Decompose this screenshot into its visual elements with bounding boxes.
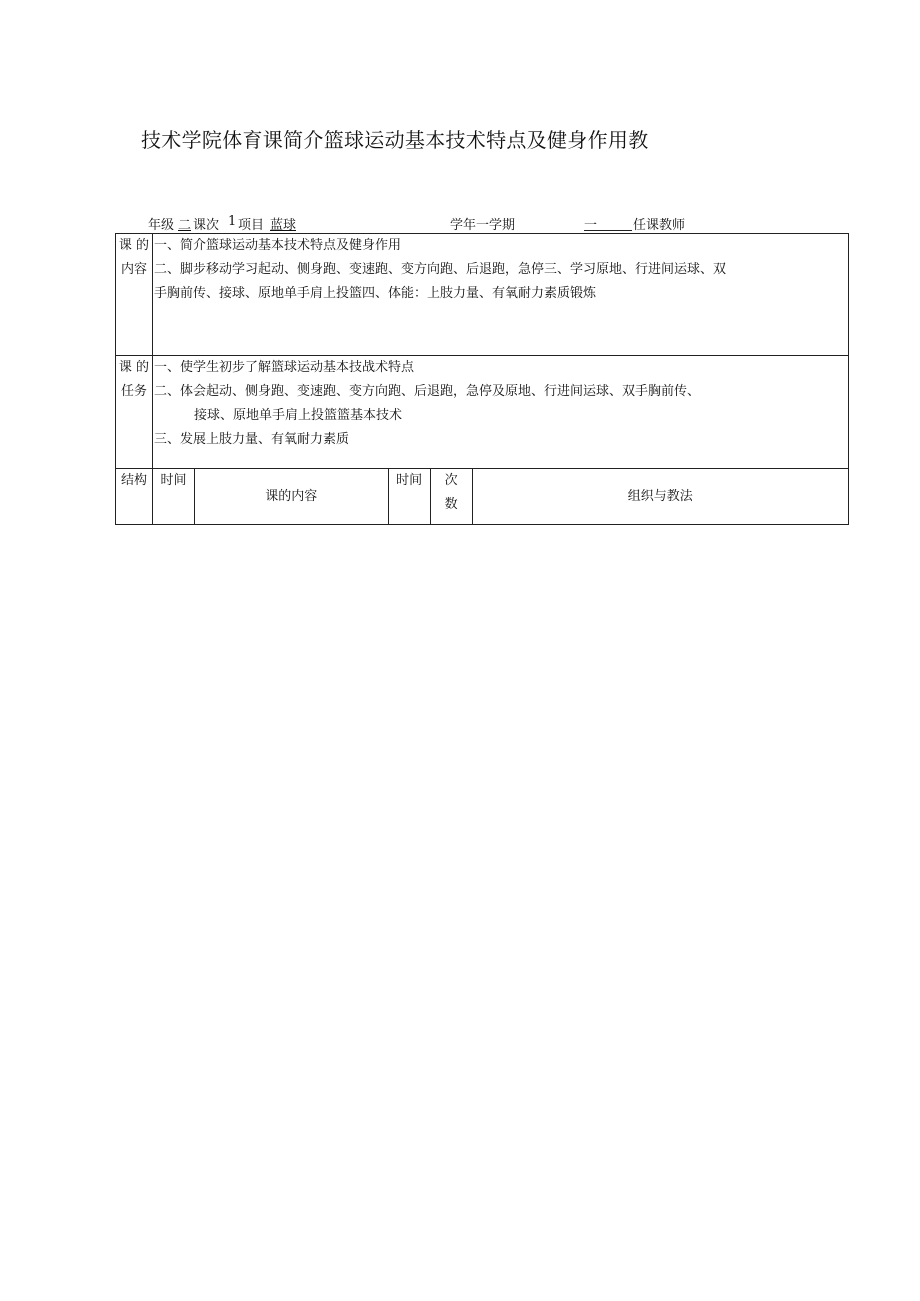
lesson-info-line <box>0 214 920 234</box>
task-line: 接球、原地单手肩上投篮篮基本技术 <box>193 408 402 423</box>
task-line: 一、使学生初步了解篮球运动基本技战术特点 <box>153 360 414 375</box>
content-line: 一、简介篮球运动基本技术特点及健身作用 <box>153 238 401 253</box>
content-header: 课的内容 <box>194 469 388 525</box>
lesson-content-text <box>152 234 848 356</box>
year-term-label: 学年一学期 <box>450 218 516 233</box>
time-header: 时间 <box>152 469 194 525</box>
lesson-label: 课次 <box>193 218 220 233</box>
lesson-task-text <box>152 356 848 469</box>
grade-value: 二 <box>178 218 192 233</box>
lesson-value: 1 <box>228 214 237 229</box>
method-header: 组织与教法 <box>472 469 848 525</box>
lesson-content-row <box>116 234 849 356</box>
lesson-task-row <box>116 356 849 469</box>
teacher-label: 任课教师 <box>633 218 686 233</box>
structure-header-row <box>116 469 849 525</box>
lesson-task-label: 课 的 任务 <box>116 356 153 469</box>
count-header: 次 数 <box>430 469 472 525</box>
content-line: 手胸前传、接球、原地单手肩上投篮四、体能：上肢力量、有氧耐力素质锻炼 <box>153 286 596 301</box>
lesson-content-label: 课 的 内容 <box>116 234 153 356</box>
document-title: 技术学院体育课简介篮球运动基本技术特点及健身作用教 <box>141 128 649 152</box>
project-value: 蓝球 <box>270 218 297 233</box>
lesson-plan-table <box>115 233 849 525</box>
structure-header: 结构 <box>116 469 153 525</box>
project-label: 项目 <box>238 218 265 233</box>
task-line: 二、体会起动、侧身跑、变速跑、变方向跑、后退跑，急停及原地、行进间运球、双手胸前传、 <box>153 384 700 399</box>
term-blank: 一 <box>584 214 632 231</box>
content-line: 二、脚步移动学习起动、侧身跑、变速跑、变方向跑、后退跑，急停三、学习原地、行进间运球、双 <box>153 262 726 277</box>
task-line: 三、发展上肢力量、有氧耐力素质 <box>153 432 349 447</box>
grade-label: 年级 <box>148 218 175 233</box>
time-header-2: 时间 <box>388 469 430 525</box>
